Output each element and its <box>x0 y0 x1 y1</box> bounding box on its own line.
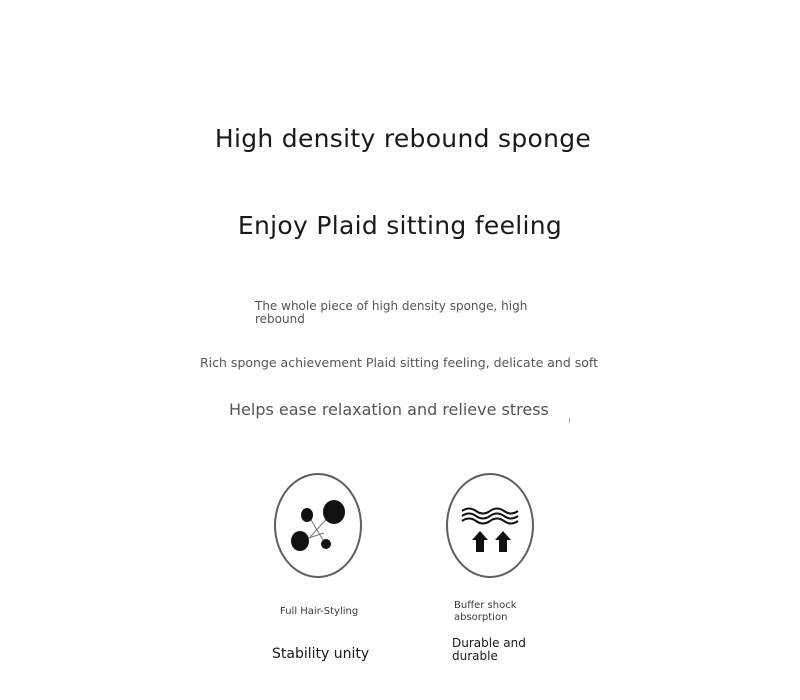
wave-arrows-icon <box>448 475 532 576</box>
molecule-icon <box>276 475 360 576</box>
decorative-tick <box>569 418 570 423</box>
feature-line-2: Rich sponge achievement Plaid sitting feeling, delicate and soft <box>200 355 598 370</box>
feature-line-3: Helps ease relaxation and relieve stress <box>229 400 549 419</box>
feature-icon-circle-2 <box>446 473 534 578</box>
page-title: High density rebound sponge <box>214 124 592 153</box>
icon-2-caption-large: Durable and durable <box>452 636 526 663</box>
feature-line-1: The whole piece of high density sponge, high rebound <box>255 299 528 326</box>
icon-2-caption-small: Buffer shock absorption <box>454 600 517 623</box>
icon-1-caption-large: Stability unity <box>272 646 370 662</box>
icon-1-caption-small: Full Hair-Styling <box>280 606 359 617</box>
page-subtitle: Enjoy Plaid sitting feeling <box>237 211 563 240</box>
feature-icon-circle-1 <box>274 473 362 578</box>
